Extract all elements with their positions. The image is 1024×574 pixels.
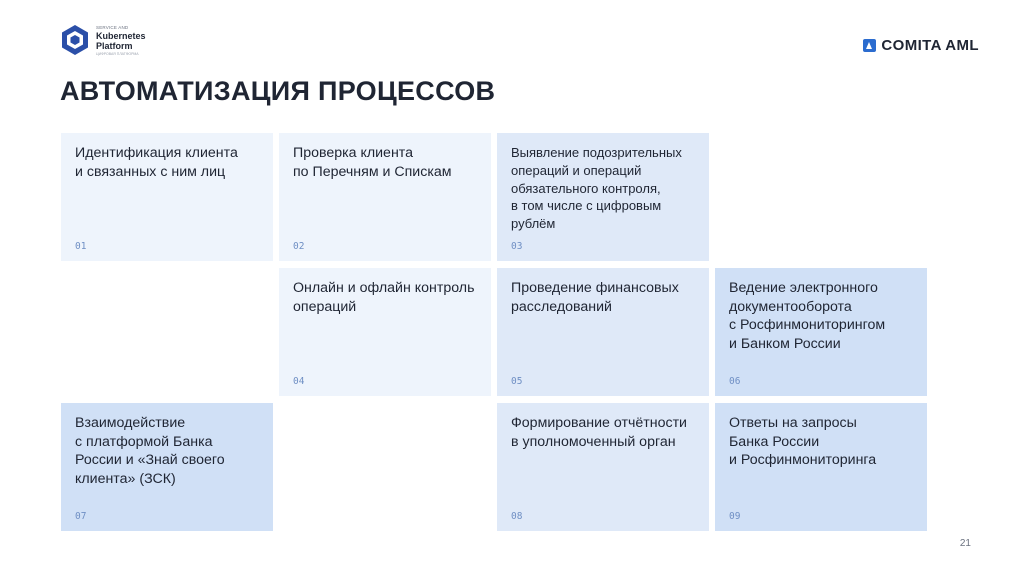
- card-text: Проведение финансовых расследований: [511, 280, 679, 315]
- process-card-05: [497, 268, 709, 396]
- page-number: 21: [959, 538, 971, 549]
- process-card-09: [715, 403, 927, 531]
- card-number: 04: [293, 376, 305, 387]
- kubernetes-platform-logo: [60, 20, 210, 62]
- card-text: Формирование отчётности в уполномоченный орган: [511, 415, 687, 450]
- process-card-01: [61, 133, 273, 261]
- process-card-04: [279, 268, 491, 396]
- card-number: 01: [75, 241, 87, 252]
- comita-mark-icon: [863, 39, 876, 52]
- process-card-06: [715, 268, 927, 396]
- comita-logo-text: COMITA AML: [881, 37, 979, 54]
- card-number: 06: [729, 376, 741, 387]
- card-text: Ведение электронного документооборота с Росфинмониторингом и Банком России: [729, 280, 886, 352]
- card-text: Взаимодействие с платформой Банка России и «Знай своего клиента» (ЗСК): [75, 415, 225, 487]
- card-text: Выявление подозрительных операций и операций обязательного контроля, в том числе с цифровым рублём: [511, 145, 682, 232]
- page-title: АВТОМАТИЗАЦИЯ ПРОЦЕССОВ: [60, 76, 496, 106]
- process-card-07: [61, 403, 273, 531]
- card-number: 05: [511, 376, 523, 387]
- process-card-03: [497, 133, 709, 261]
- comita-aml-logo: [863, 37, 979, 54]
- logo-name: Kubernetes Platform: [96, 31, 146, 51]
- logo-caption: SERVICE AND: [96, 25, 129, 30]
- process-card-08: [497, 403, 709, 531]
- card-text: Проверка клиента по Перечням и Спискам: [293, 145, 452, 180]
- hexagon-logo-icon: [60, 24, 90, 56]
- card-number: 08: [511, 511, 523, 522]
- card-number: 09: [729, 511, 741, 522]
- card-number: 03: [511, 241, 523, 252]
- card-number: 02: [293, 241, 305, 252]
- card-text: Онлайн и офлайн контроль операций: [293, 280, 475, 315]
- card-number: 07: [75, 511, 87, 522]
- card-text: Ответы на запросы Банка России и Росфинмониторинга: [729, 415, 877, 468]
- card-text: Идентификация клиента и связанных с ним лиц: [75, 145, 238, 180]
- logo-subcaption: ЦИФРОВАЯ ПЛАТФОРМА: [96, 52, 139, 56]
- process-card-02: [279, 133, 491, 261]
